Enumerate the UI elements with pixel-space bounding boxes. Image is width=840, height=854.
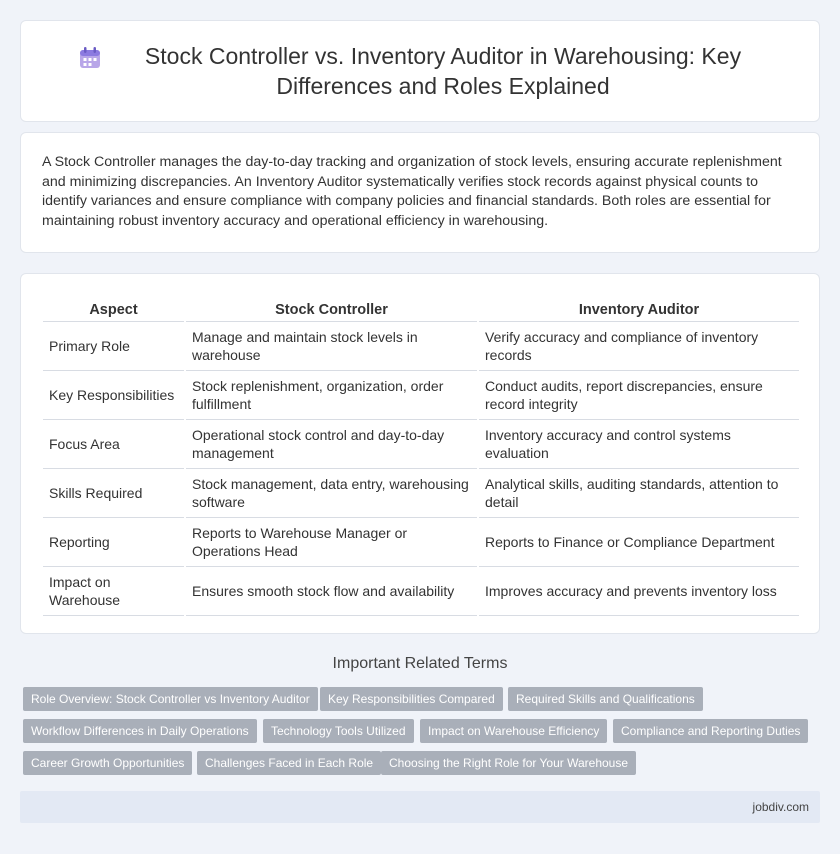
aspect-cell: Skills Required [43, 468, 185, 517]
aspect-cell: Reporting [43, 517, 185, 566]
stock-controller-cell: Operational stock control and day-to-day management [185, 419, 478, 468]
header-aspect: Aspect [43, 294, 185, 321]
inventory-auditor-cell: Analytical skills, auditing standards, attention to detail [478, 468, 799, 517]
page-title: Stock Controller vs. Inventory Auditor in Warehousing: Key Differences and Roles Explained [144, 43, 742, 99]
aspect-cell: Impact on Warehouse [43, 566, 185, 615]
table-row [43, 419, 799, 468]
intro-text: A Stock Controller manages the day-to-day tracking and organization of stock levels, ensuring accurate replenishment and minimizing discrepancies. An Inventory Auditor systematically verifies stock records against physical counts to identify variances and ensure compliance with company policies and financial standards. Both roles are essential for maintaining robust inventory accuracy and operational efficiency in warehousing. [42, 154, 782, 229]
aspect-cell: Primary Role [43, 321, 185, 370]
stock-controller-cell: Stock replenishment, organization, order fulfillment [185, 370, 478, 419]
related-term-tag[interactable]: Workflow Differences in Daily Operations [23, 719, 257, 743]
related-term-tag[interactable]: Compliance and Reporting Duties [613, 719, 808, 743]
stock-controller-cell: Reports to Warehouse Manager or Operations Head [185, 517, 478, 566]
related-term-tag[interactable]: Key Responsibilities Compared [320, 687, 503, 711]
related-term-tag[interactable]: Role Overview: Stock Controller vs Inventory Auditor [23, 687, 318, 711]
title-card [20, 20, 820, 122]
footer-site-link[interactable]: jobdiv.com [752, 800, 809, 814]
footer [20, 791, 820, 823]
inventory-auditor-cell: Inventory accuracy and control systems evaluation [478, 419, 799, 468]
related-term-tag[interactable]: Technology Tools Utilized [263, 719, 414, 743]
related-term-tag[interactable]: Career Growth Opportunities [23, 751, 192, 775]
related-term-tag[interactable]: Challenges Faced in Each Role [197, 751, 381, 775]
stock-controller-cell: Stock management, data entry, warehousing software [185, 468, 478, 517]
calendar-icon [77, 45, 103, 71]
comparison-table [43, 294, 799, 616]
table-row [43, 370, 799, 419]
table-row [43, 468, 799, 517]
related-term-tag[interactable]: Impact on Warehouse Efficiency [420, 719, 607, 743]
inventory-auditor-cell: Improves accuracy and prevents inventory loss [478, 566, 799, 615]
table-row [43, 321, 799, 370]
inventory-auditor-cell: Conduct audits, report discrepancies, ensure record integrity [478, 370, 799, 419]
related-term-tag[interactable]: Required Skills and Qualifications [508, 687, 703, 711]
table-row [43, 566, 799, 615]
aspect-cell: Key Responsibilities [43, 370, 185, 419]
aspect-cell: Focus Area [43, 419, 185, 468]
table-header-row [43, 294, 799, 321]
header-stock-controller: Stock Controller [185, 294, 478, 321]
comparison-card [20, 273, 820, 634]
intro-card [20, 132, 820, 253]
inventory-auditor-cell: Reports to Finance or Compliance Department [478, 517, 799, 566]
header-inventory-auditor: Inventory Auditor [478, 294, 799, 321]
stock-controller-cell: Ensures smooth stock flow and availability [185, 566, 478, 615]
related-term-tag[interactable]: Choosing the Right Role for Your Warehouse [381, 751, 636, 775]
related-terms-title: Important Related Terms [332, 655, 508, 672]
inventory-auditor-cell: Verify accuracy and compliance of inventory records [478, 321, 799, 370]
stock-controller-cell: Manage and maintain stock levels in warehouse [185, 321, 478, 370]
table-row [43, 517, 799, 566]
title-wrap [21, 41, 819, 101]
